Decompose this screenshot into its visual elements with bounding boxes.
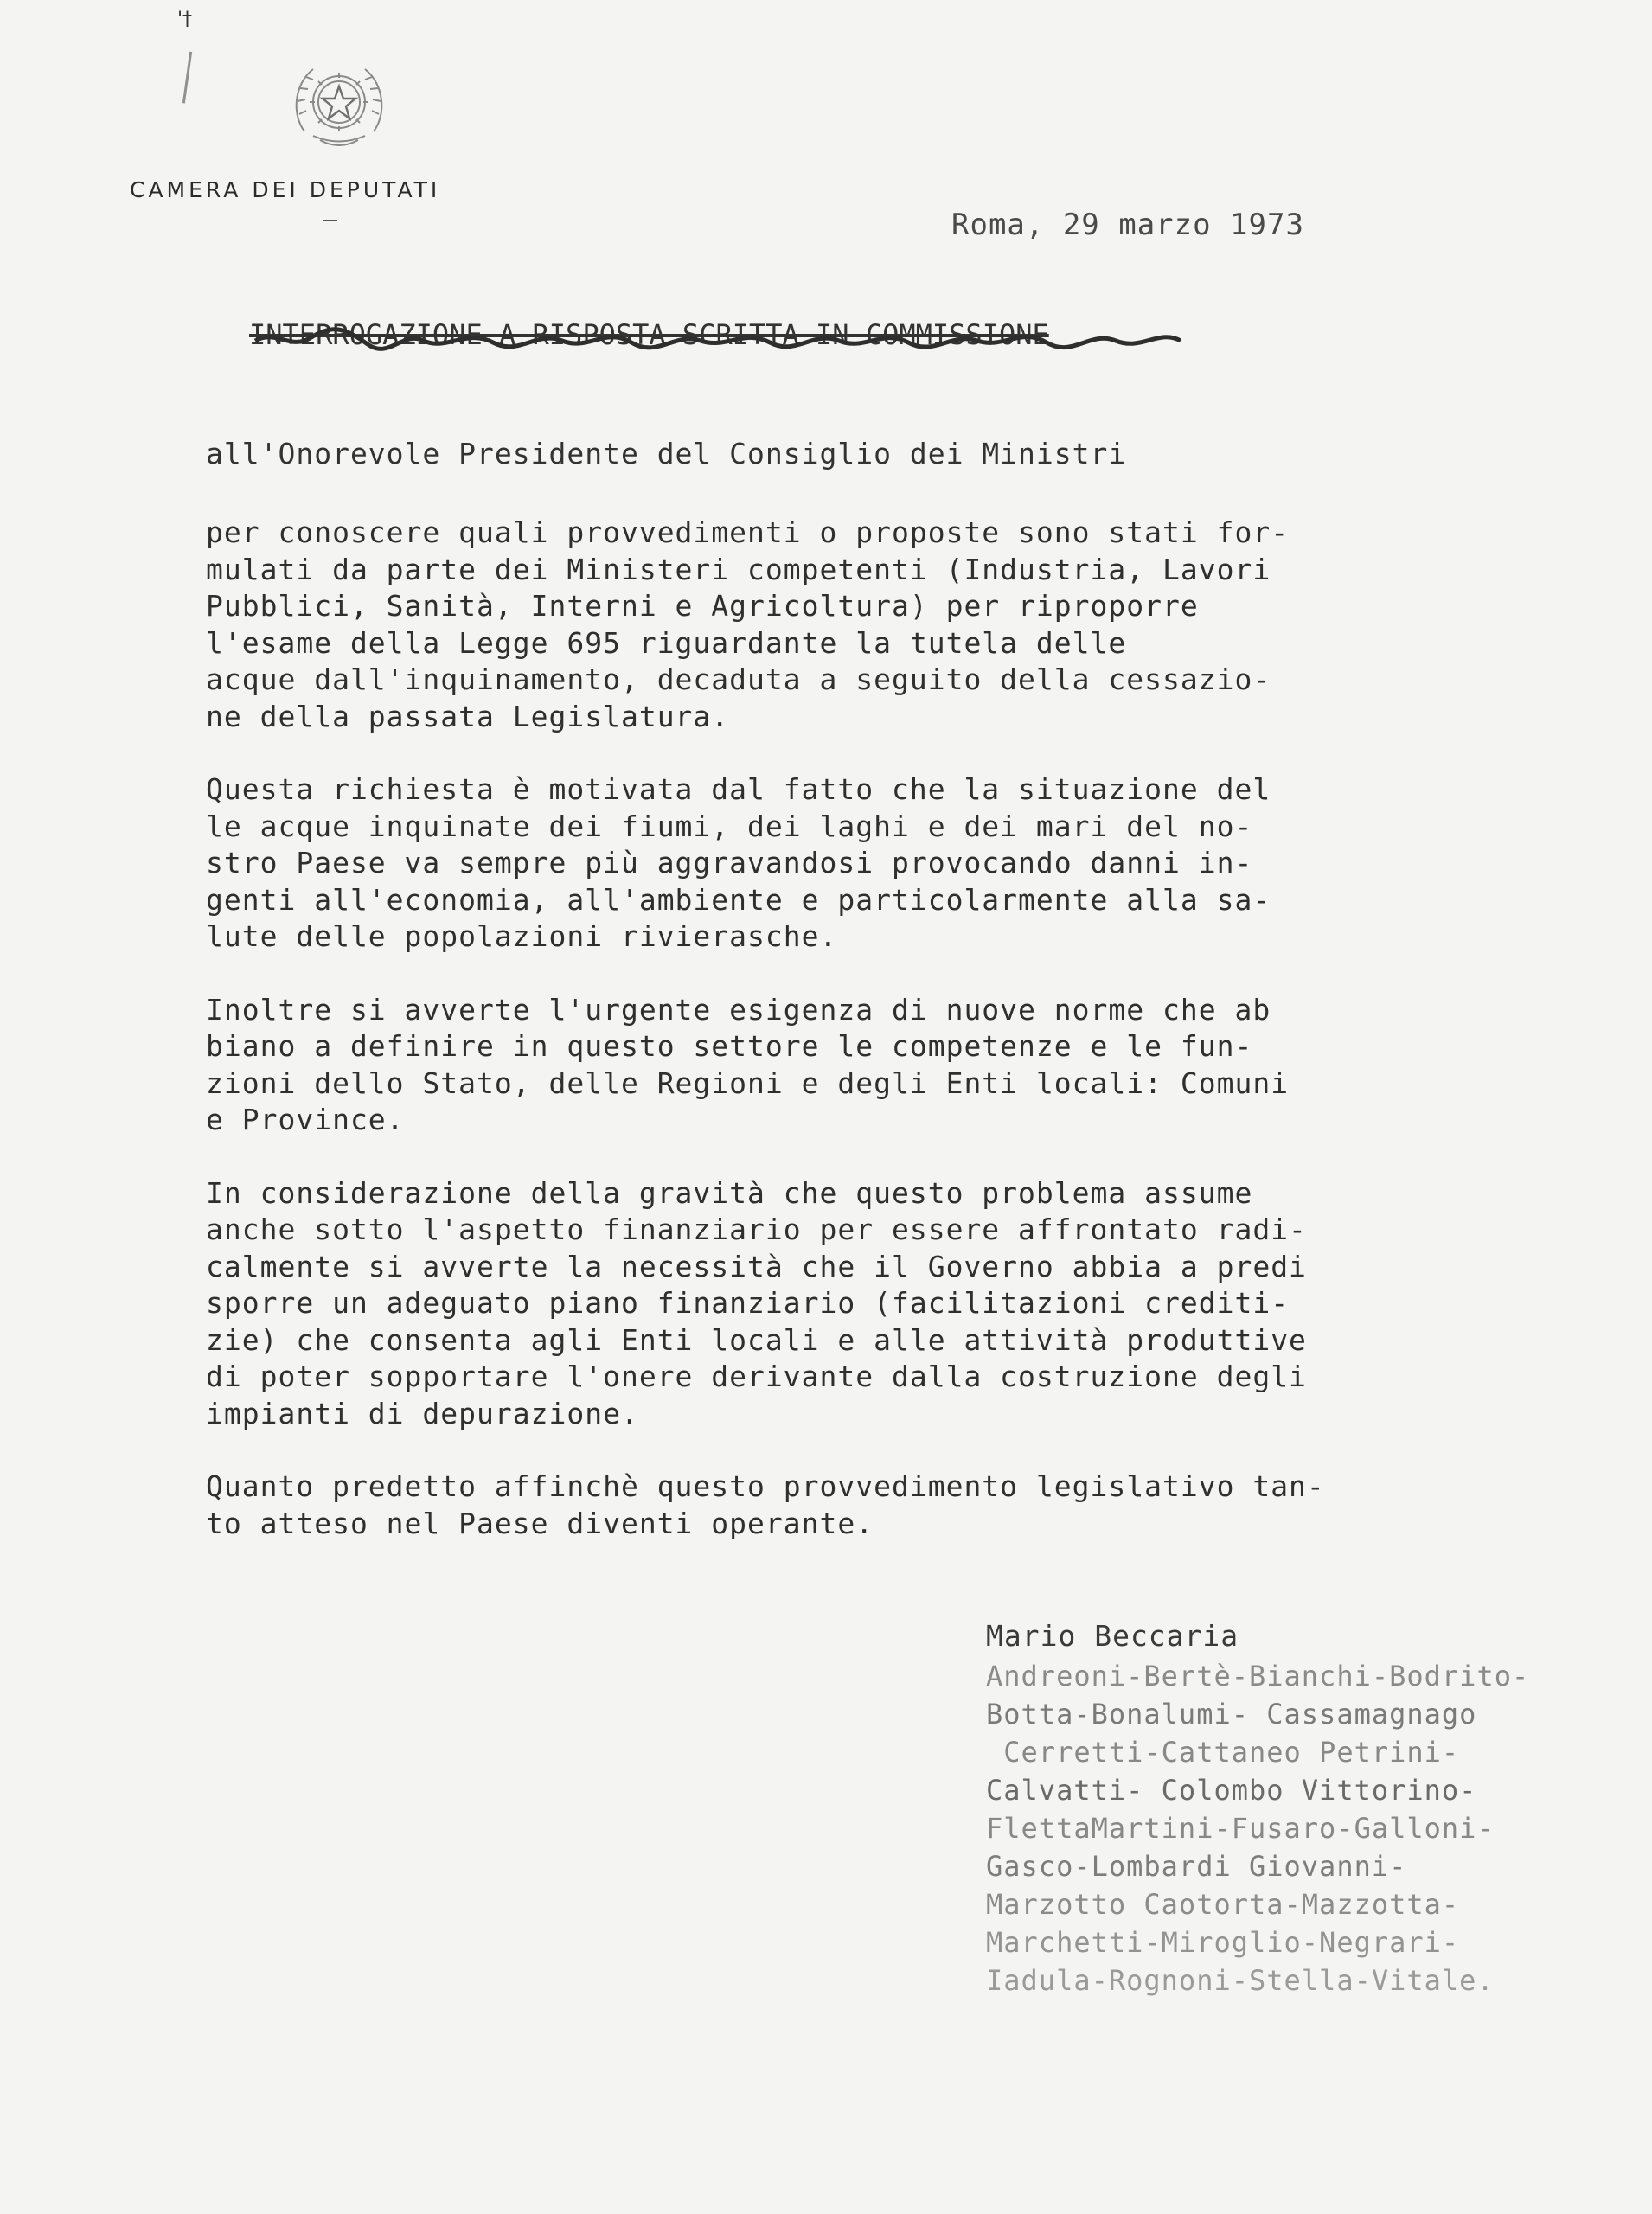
signature-block [986,1617,1529,2000]
corner-mark: '† [177,9,193,30]
paragraph-1 [206,515,1434,735]
body-line: zie) che consenta agli Enti locali e alle attività produttive [206,1322,1307,1357]
cosigners-line: Calvatti- Colombo Vittorino- [986,1774,1477,1807]
italian-republic-emblem-icon [287,54,391,156]
body-line: In considerazione della gravità che questo problema assume [206,1175,1253,1210]
cosigners-line: Gasco-Lombardi Giovanni- [986,1850,1407,1883]
cosigners-line: Cerretti-Cattaneo Petrini- [986,1736,1460,1769]
body-line: l'esame della Legge 695 riguardante la tutela delle [206,625,1127,660]
pen-stroke-mark [182,52,197,105]
strikethrough-scribble [251,322,1185,356]
body-line: e Province. [206,1103,405,1136]
signer-name: Mario Beccaria [986,1619,1239,1653]
paragraph-5 [206,1469,1434,1542]
body-line: le acque inquinate dei fiumi, dei laghi e dei mari del no- [206,809,1253,843]
body-line: anche sotto l'aspetto finanziario per essere affrontato radi- [206,1213,1307,1246]
cosigners-line: Andreoni-Bertè-Bianchi-Bodrito- [986,1660,1530,1692]
body-line: biano a definire in questo settore le competenze e le fun- [206,1029,1253,1063]
body-line: ne della passata Legislatura. [206,699,730,733]
institution-name: CAMERA DEI DEPUTATI [130,177,441,202]
letter-body [206,515,1434,1578]
paragraph-2 [206,771,1434,956]
body-line: Pubblici, Sanità, Interni e Agricoltura) per riproporre [206,589,1199,623]
body-line: impianti di depurazione. [206,1396,639,1430]
body-line: zioni dello Stato, delle Regioni e degli Enti locali: Comuni [206,1065,1290,1100]
addressee-line: all'Onorevole Presidente del Consiglio dei Ministri [206,437,1127,470]
cosigners-line: Iadula-Rognoni-Stella-Vitale. [986,1964,1495,1997]
body-line: mulati da parte dei Ministeri competenti (Industria, Lavori [206,552,1271,586]
cosigners-line: FlettaMartini-Fusaro-Galloni- [986,1812,1495,1845]
paragraph-4 [206,1175,1434,1433]
body-line: sporre un adeguato piano finanziario (facilitazioni crediti- [206,1286,1290,1320]
body-line: Questa richiesta è motivata dal fatto che la situazione del [206,772,1271,806]
body-line: genti all'economia, all'ambiente e particolarmente alla sa- [206,882,1271,917]
body-line: per conoscere quali provvedimenti o proposte sono stati for- [206,515,1290,549]
body-line: calmente si avverte la necessità che il Governo abbia a predi [206,1249,1307,1283]
struck-heading: INTERROGAZIONE A RISPOSTA SCRITTA IN COMMISSIONE [249,318,1049,351]
body-line: Quanto predetto affinchè questo provvedimento legislativo tan- [206,1469,1325,1503]
body-line: stro Paese va sempre più aggravandosi provocando danni in- [206,846,1253,880]
cosigners-line: Marchetti-Miroglio-Negrari- [986,1926,1460,1959]
cosigners-line: Botta-Bonalumi- Cassamagnago [986,1698,1477,1731]
divider [323,220,337,221]
body-line: acque dall'inquinamento, decaduta a seguito della cessazio- [206,662,1271,696]
body-line: di poter sopportare l'onere derivante dalla costruzione degli [206,1360,1307,1393]
paragraph-3 [206,992,1434,1139]
body-line: lute delle popolazioni rivierasche. [206,919,838,953]
body-line: to atteso nel Paese diventi operante. [206,1506,874,1540]
body-line: Inoltre si avverte l'urgente esigenza di nuove norme che ab [206,992,1271,1027]
letter-date: Roma, 29 marzo 1973 [951,208,1304,242]
cosigners-line: Marzotto Caotorta-Mazzotta- [986,1888,1460,1921]
